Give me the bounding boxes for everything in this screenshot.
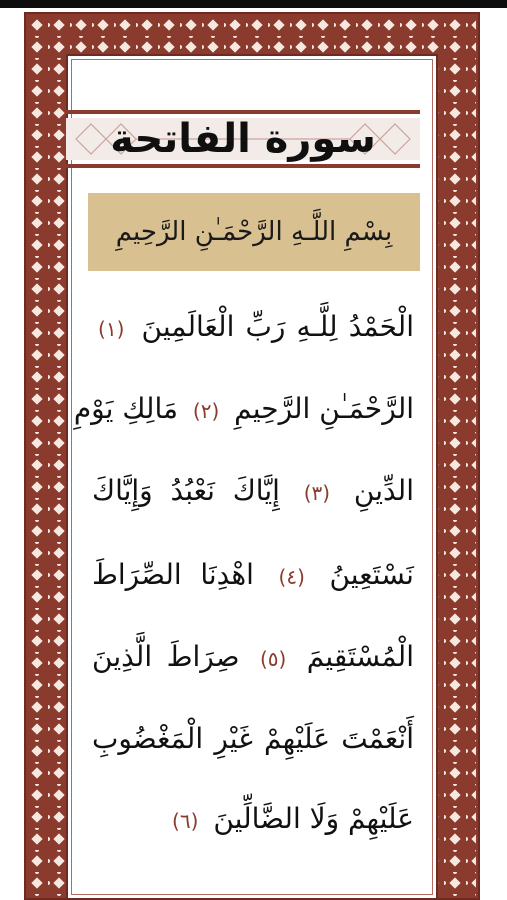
verse-line-2 (73, 374, 414, 444)
verse-text: مَالِكِ يَوْمِ (73, 392, 178, 425)
verse-text: الدِّينِ (353, 474, 414, 507)
verse-text: إِيَّاكَ نَعْبُدُ وَإِيَّاكَ (92, 474, 280, 507)
ayah-number-marker: (٥) (259, 647, 287, 671)
ayah-number-marker: (٣) (303, 481, 331, 505)
verse-text: الرَّحْمَـٰنِ الرَّحِيمِ (234, 392, 414, 425)
basmala-box (88, 193, 420, 271)
verse-line-5 (92, 622, 414, 692)
ayah-number-marker: (٦) (172, 809, 199, 833)
ayah-number-marker: (٢) (192, 399, 220, 423)
basmala-text: بِسْمِ اللَّـهِ الرَّحْمَـٰنِ الرَّحِيمِ (115, 217, 393, 247)
ayah-number-marker: (١) (98, 317, 125, 341)
surah-title: سورة الفاتحة (110, 116, 376, 162)
surah-title-banner (66, 104, 420, 174)
verse-line-6 (92, 704, 414, 774)
verse-text: الْحَمْدُ لِلَّـهِ رَبِّ الْعَالَمِينَ (141, 310, 414, 343)
verse-line-1 (92, 292, 414, 362)
status-bar (0, 0, 507, 8)
verse-line-7 (92, 784, 414, 854)
verse-line-3 (92, 456, 414, 526)
verse-text: اهْدِنَا الصِّرَاطَ (92, 558, 254, 591)
verse-text: أَنْعَمْتَ عَلَيْهِمْ غَيْرِ الْمَغْضُوبِ (92, 722, 414, 755)
verse-text: الْمُسْتَقِيمَ (306, 640, 414, 673)
verse-text: صِرَاطَ الَّذِينَ (92, 640, 240, 673)
ayah-number-marker: (٤) (278, 565, 305, 589)
verse-text: عَلَيْهِمْ وَلَا الضَّالِّينَ (213, 802, 414, 835)
verse-line-4 (92, 540, 414, 610)
verse-text: نَسْتَعِينُ (329, 558, 414, 591)
